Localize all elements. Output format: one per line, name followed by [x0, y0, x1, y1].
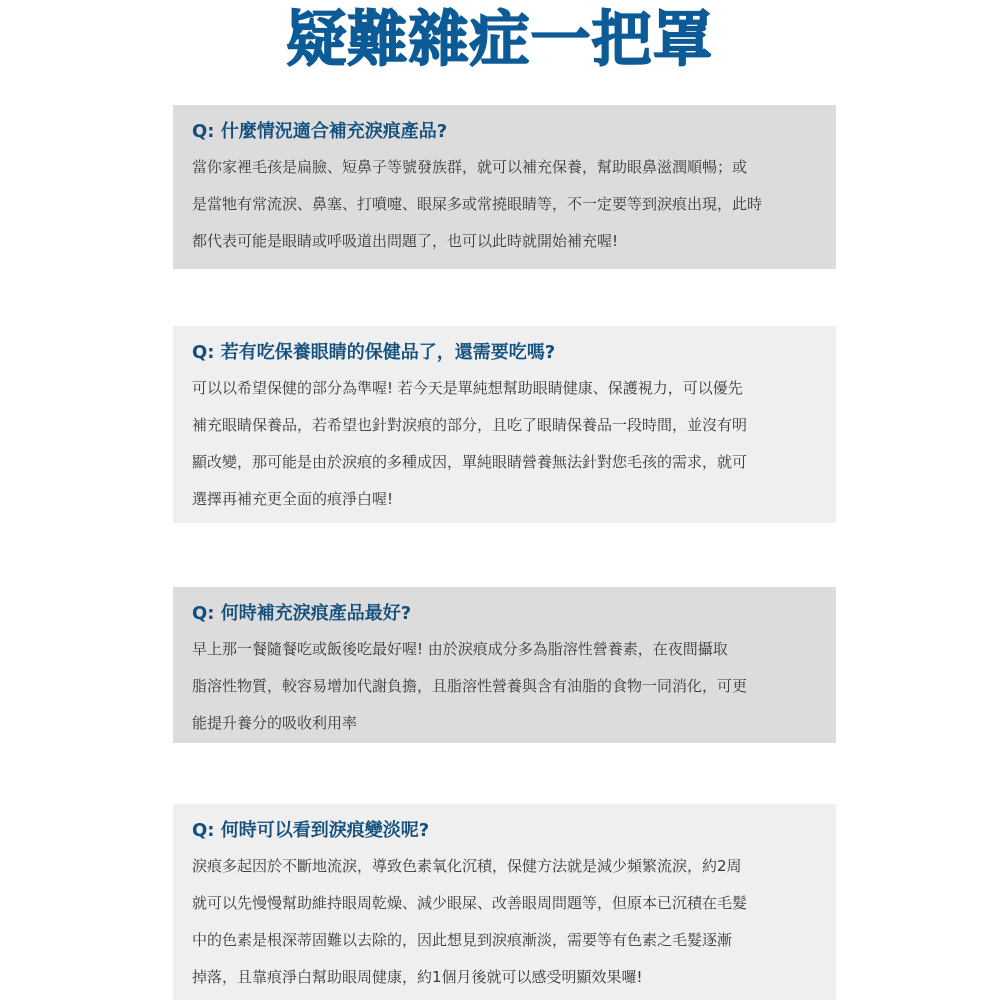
- faq-question: Q: 何時補充淚痕產品最好?: [192, 603, 412, 624]
- faq-card-3: [173, 587, 836, 743]
- faq-answer: [192, 848, 818, 996]
- answer-line: 就可以先慢慢幫助維持眼周乾燥、減少眼屎、改善眼周問題等，但原本已沉積在毛髮: [192, 894, 748, 912]
- page-title: 疑難雜症一把罩: [286, 5, 714, 75]
- faq-card-4: [173, 804, 836, 1000]
- answer-line: 補充眼睛保養品，若希望也針對淚痕的部分，且吃了眼睛保養品一段時間，並沒有明: [192, 416, 748, 434]
- answer-line: 當你家裡毛孩是扁臉、短鼻子等號發族群，就可以補充保養，幫助眼鼻滋潤順暢；或: [192, 158, 748, 176]
- answer-line: 淚痕多起因於不斷地流淚，導致色素氧化沉積，保健方法就是減少頻繁流淚，約2周: [192, 857, 742, 875]
- answer-line: 能提升養分的吸收利用率: [192, 714, 358, 732]
- faq-question: Q: 若有吃保養眼睛的保健品了，還需要吃嗎?: [192, 342, 556, 363]
- answer-line: 是當牠有常流淚、鼻塞、打噴嚏、眼屎多或常撓眼睛等，不一定要等到淚痕出現，此時: [192, 195, 763, 213]
- faq-card-2: [173, 326, 836, 523]
- faq-answer: [192, 631, 818, 742]
- answer-line: 中的色素是根深蒂固難以去除的，因此想見到淚痕漸淡，需要等有色素之毛髮逐漸: [192, 931, 733, 949]
- answer-line: 選擇再補充更全面的痕淨白喔!: [192, 490, 394, 508]
- answer-line: 掉落，且靠痕淨白幫助眼周健康，約1個月後就可以感受明顯效果囉!: [192, 968, 643, 986]
- answer-line: 脂溶性物質，較容易增加代謝負擔，且脂溶性營養與含有油脂的食物一同消化，可更: [192, 677, 748, 695]
- faq-card-1: [173, 105, 836, 269]
- faq-answer: [192, 149, 818, 260]
- faq-answer: [192, 370, 818, 518]
- faq-question: Q: 何時可以看到淚痕變淡呢?: [192, 820, 430, 841]
- answer-line: 可以以希望保健的部分為準喔! 若今天是單純想幫助眼睛健康、保護視力，可以優先: [192, 379, 743, 397]
- answer-line: 都代表可能是眼睛或呼吸道出問題了，也可以此時就開始補充喔!: [192, 232, 619, 250]
- answer-line: 顯改變，那可能是由於淚痕的多種成因，單純眼睛營養無法針對您毛孩的需求，就可: [192, 453, 748, 471]
- answer-line: 早上那一餐隨餐吃或飯後吃最好喔! 由於淚痕成分多為脂溶性營養素，在夜間攝取: [192, 640, 728, 658]
- faq-question: Q: 什麼情況適合補充淚痕產品?: [192, 121, 448, 142]
